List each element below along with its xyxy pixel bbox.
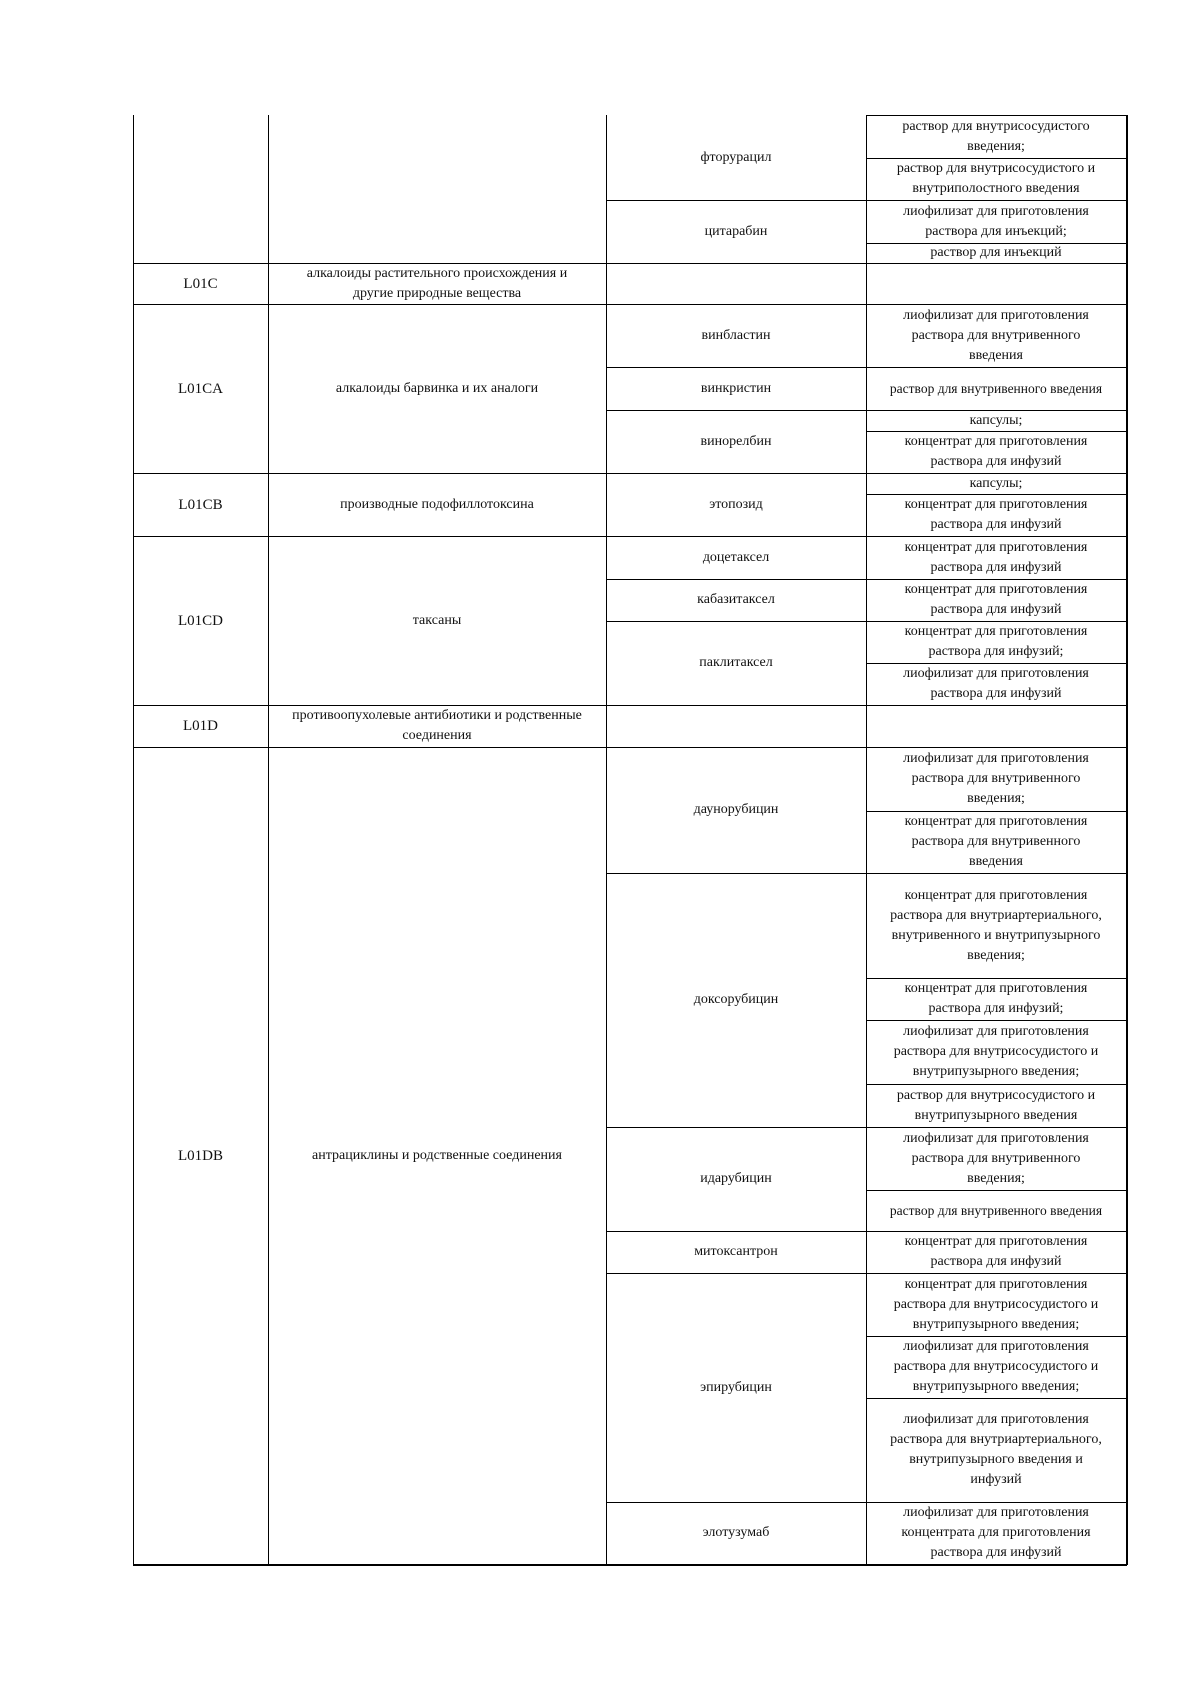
group-cell: таксаны (412, 612, 462, 628)
form-cell: концентрат для приготовления раствора для внутриартериального, внутривенного и внутрипузырного введения; (890, 887, 1102, 963)
col-line-right (1126, 115, 1128, 1565)
form-cell: раствор для внутрисосудистого введения; (902, 118, 1090, 154)
form-cell: концентрат для приготовления раствора для инфузий (904, 539, 1088, 575)
form-cell: капсулы; (969, 412, 1023, 428)
form-cell: лиофилизат для приготовления раствора для внутривенного введения; (903, 1130, 1089, 1186)
code-cell: L01CD (178, 612, 223, 629)
form-cell: концентрат для приготовления раствора для инфузий; (904, 624, 1088, 659)
code-cell: L01CB (178, 496, 223, 513)
form-cell: лиофилизат для приготовления раствора для инъекций; (903, 203, 1089, 239)
form-cell: лиофилизат для приготовления раствора для внутриартериального, внутрипузырного введения и инфузий (890, 1412, 1102, 1487)
substance-cell: винкристин (700, 380, 772, 396)
group-cell: производные подофиллотоксина (340, 496, 534, 512)
substance-cell: даунорубицин (693, 802, 779, 817)
form-cell: концентрат для приготовления раствора для инфузий (904, 1234, 1088, 1269)
row-line-bottom (133, 1564, 1127, 1566)
substance-cell: митоксантрон (694, 1244, 778, 1259)
group-cell: противоопухолевые антибиотики и родственные соединения (292, 708, 582, 743)
substance-cell: доксорубицин (693, 992, 779, 1007)
form-cell: раствор для инъекций (930, 245, 1062, 260)
form-cell: раствор для внутрисосудистого и внутрипузырного введения (896, 1087, 1096, 1123)
code-cell: L01DB (178, 1147, 223, 1164)
substance-cell: фторурацил (700, 149, 772, 165)
form-cell: раствор для внутривенного введения (889, 380, 1103, 396)
substance-cell: эпирубицин (700, 1379, 772, 1395)
form-cell: концентрат для приготовления раствора для внутрисосудистого и внутрипузырного введения; (893, 1276, 1099, 1332)
form-cell: капсулы; (969, 475, 1023, 491)
form-cell: концентрат для приготовления раствора для инфузий (904, 434, 1088, 469)
substance-cell: элотузумаб (702, 1525, 770, 1540)
code-cell: L01C (183, 275, 218, 292)
form-cell: лиофилизат для приготовления раствора для инфузий (903, 666, 1089, 701)
form-cell: раствор для внутрисосудистого и внутриполостного введения (896, 161, 1096, 196)
code-cell: L01D (183, 718, 218, 734)
form-cell: концентрат для приготовления раствора для внутривенного введения (904, 814, 1088, 869)
substance-cell: доцетаксел (702, 549, 770, 565)
form-cell: концентрат для приготовления раствора для инфузий; (904, 981, 1088, 1016)
form-cell: концентрат для приготовления раствора для инфузий (904, 497, 1088, 532)
form-cell: лиофилизат для приготовления раствора для внутрисосудистого и внутрипузырного введения; (893, 1339, 1099, 1394)
substance-cell: кабазитаксел (697, 592, 775, 607)
form-cell: лиофилизат для приготовления раствора для внутривенного введения (903, 307, 1089, 363)
form-cell: лиофилизат для приготовления раствора для внутрисосудистого и внутрипузырного введения; (893, 1024, 1099, 1079)
substance-cell: идарубицин (700, 1171, 772, 1186)
substance-cell: винбластин (701, 327, 771, 343)
group-cell: алкалоиды барвинка и их аналоги (335, 380, 539, 396)
group-cell: антрациклины и родственные соединения (312, 1147, 562, 1163)
form-cell: лиофилизат для приготовления раствора для внутривенного введения; (903, 751, 1089, 806)
group-cell: алкалоиды растительного происхождения и другие природные вещества (306, 265, 568, 301)
substance-cell: цитарабин (704, 223, 768, 239)
form-cell: лиофилизат для приготовления концентрата для приготовления раствора для инфузий (901, 1505, 1091, 1560)
form-cell: раствор для внутривенного введения (889, 1202, 1103, 1218)
substance-cell: винорелбин (700, 433, 772, 449)
substance-cell: паклитаксел (699, 655, 773, 670)
form-cell: концентрат для приготовления раствора для инфузий (904, 582, 1088, 617)
code-cell: L01CA (178, 380, 223, 397)
substance-cell: этопозид (709, 496, 763, 512)
